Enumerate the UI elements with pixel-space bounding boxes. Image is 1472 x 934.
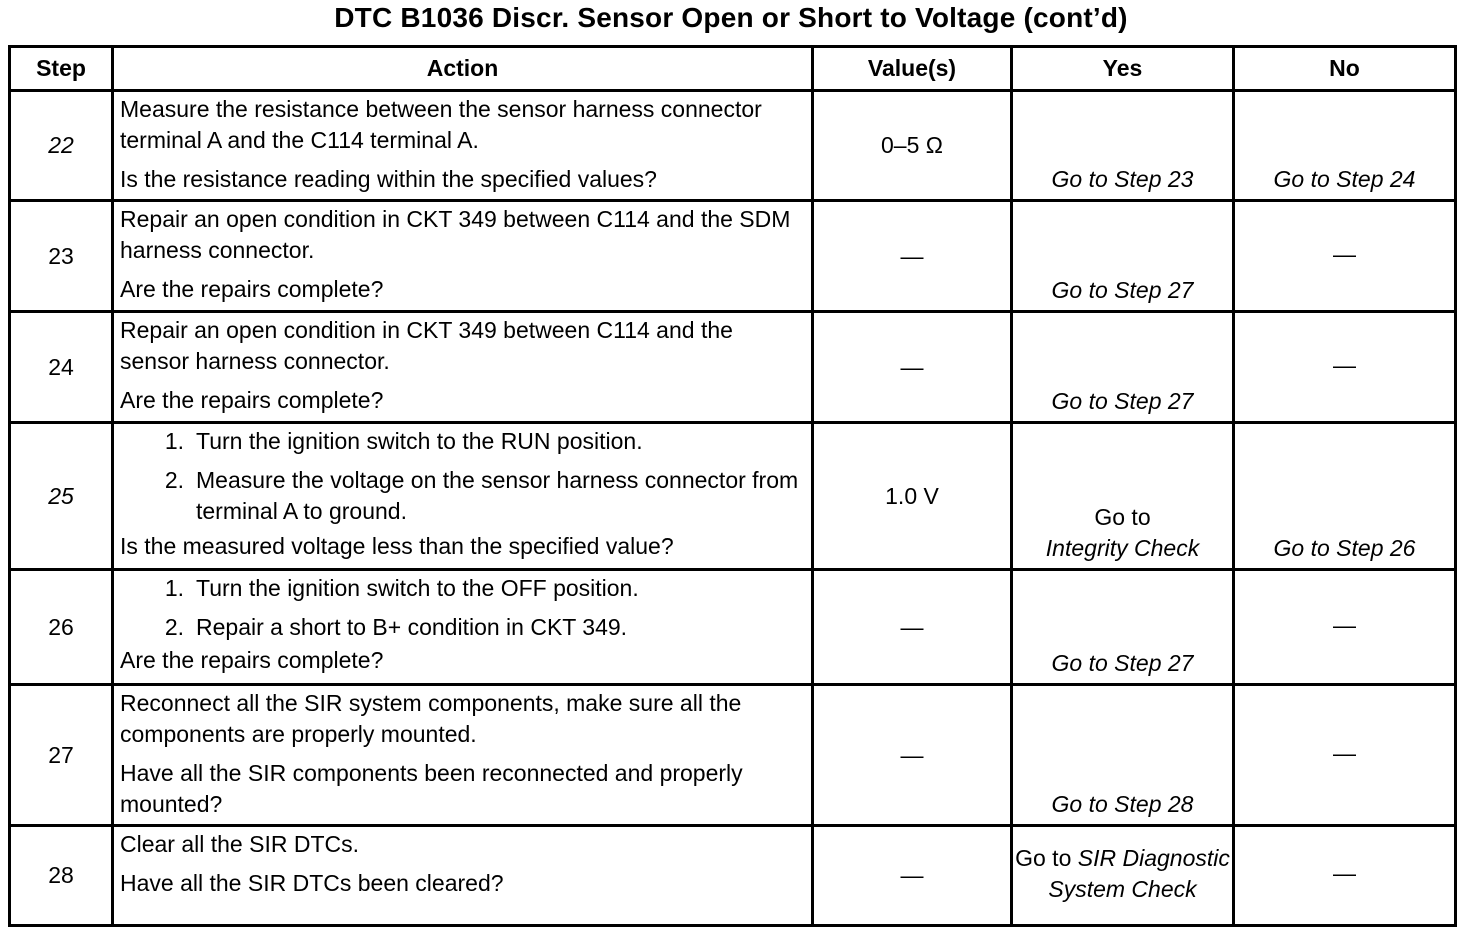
table-row [10, 312, 1456, 423]
header-values: Value(s) [813, 47, 1012, 91]
action-cell [113, 423, 813, 570]
action-question: Are the repairs complete? [120, 276, 384, 302]
no-cell: Go to Step 26 [1234, 423, 1456, 570]
action-cell [113, 570, 813, 685]
yes-prefix: Go to [1015, 844, 1072, 871]
header-action: Action [113, 47, 813, 91]
step-number: 23 [10, 201, 113, 312]
yes-cell [1012, 423, 1234, 570]
step-number: 28 [10, 826, 113, 926]
header-yes: Yes [1012, 47, 1234, 91]
no-cell: — [1234, 570, 1456, 685]
action-text: Measure the resistance between the sensor harness connector terminal A and the C114 terminal A. [120, 96, 762, 153]
value-cell: — [813, 826, 1012, 926]
action-cell [113, 91, 813, 201]
value-cell: — [813, 201, 1012, 312]
yes-cell: Go to Step 28 [1012, 685, 1234, 826]
step-number: 22 [10, 91, 113, 201]
action-text: Clear all the SIR DTCs. [120, 831, 360, 857]
step-number: 26 [10, 570, 113, 685]
list-item: 1. Turn the ignition switch to the RUN position. [164, 428, 643, 454]
header-row [10, 47, 1456, 91]
no-cell: Go to Step 24 [1234, 91, 1456, 201]
yes-cell: Go to Step 27 [1012, 570, 1234, 685]
action-cell [113, 312, 813, 423]
value-cell: — [813, 570, 1012, 685]
action-question: Are the repairs complete? [120, 387, 384, 413]
action-question: Have all the SIR components been reconnected and properly mounted? [120, 760, 743, 817]
action-text: Reconnect all the SIR system components, make sure all the components are properly mounted. [120, 690, 742, 747]
no-cell: — [1234, 201, 1456, 312]
action-question: Are the repairs complete? [120, 647, 384, 673]
action-text: Repair an open condition in CKT 349 between C114 and the sensor harness connector. [120, 317, 733, 374]
action-list [120, 426, 803, 527]
value-cell: — [813, 685, 1012, 826]
table-row [10, 685, 1456, 826]
header-no: No [1234, 47, 1456, 91]
table-row [10, 423, 1456, 570]
yes-prefix: Go to [1094, 504, 1151, 530]
diagnostic-table [8, 45, 1457, 927]
list-item: 1. Turn the ignition switch to the OFF position. [164, 575, 639, 601]
table-row [10, 201, 1456, 312]
action-question: Have all the SIR DTCs been cleared? [120, 870, 504, 896]
list-item: 2. Repair a short to B+ condition in CKT 349. [164, 614, 628, 640]
yes-cell [1012, 826, 1234, 926]
yes-cell: Go to Step 27 [1012, 201, 1234, 312]
table-row [10, 91, 1456, 201]
no-cell: — [1234, 312, 1456, 423]
step-number: 25 [10, 423, 113, 570]
table-row [10, 570, 1456, 685]
yes-link-text: SIR Diagnostic System Check [1048, 844, 1230, 902]
action-question: Is the resistance reading within the specified values? [120, 166, 657, 192]
step-number: 24 [10, 312, 113, 423]
list-item: 2. Measure the voltage on the sensor harness connector from terminal A to ground. [164, 467, 799, 524]
no-cell: — [1234, 826, 1456, 926]
action-cell [113, 685, 813, 826]
action-cell [113, 201, 813, 312]
action-text: Repair an open condition in CKT 349 between C114 and the SDM harness connector. [120, 206, 791, 263]
step-number: 27 [10, 685, 113, 826]
table-row [10, 826, 1456, 926]
action-cell [113, 826, 813, 926]
value-cell: — [813, 312, 1012, 423]
yes-cell: Go to Step 27 [1012, 312, 1234, 423]
action-question: Is the measured voltage less than the specified value? [120, 533, 674, 559]
yes-cell: Go to Step 23 [1012, 91, 1234, 201]
header-step: Step [10, 47, 113, 91]
page-title: DTC B1036 Discr. Sensor Open or Short to Voltage (cont’d) [334, 2, 1128, 33]
value-cell: 0–5 Ω [813, 91, 1012, 201]
yes-link-text: Integrity Check [1045, 535, 1200, 561]
no-cell: — [1234, 685, 1456, 826]
value-cell: 1.0 V [813, 423, 1012, 570]
action-list [120, 573, 803, 643]
